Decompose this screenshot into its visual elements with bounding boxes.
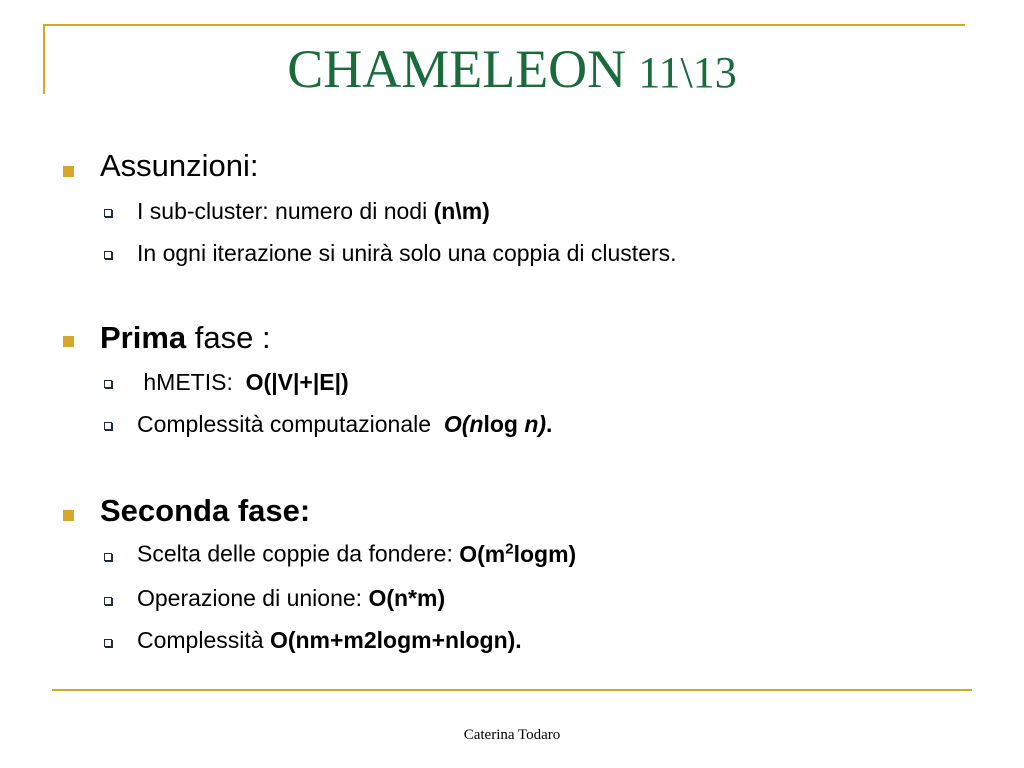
list-item bbox=[137, 627, 522, 654]
list-item bbox=[137, 540, 576, 568]
item-bold-italic: n) bbox=[524, 411, 547, 437]
item-superscript: 2 bbox=[505, 540, 514, 557]
list-item: In ogni iterazione si unirà solo una coppia di clusters. bbox=[137, 240, 677, 266]
sub-bullet-icon bbox=[104, 209, 112, 217]
sub-bullet-icon bbox=[104, 639, 112, 647]
sub-bullet-icon bbox=[104, 597, 112, 605]
list-item bbox=[137, 411, 552, 438]
list-item bbox=[137, 198, 490, 225]
item-text: Scelta delle coppie da fondere: bbox=[137, 540, 460, 567]
list-item bbox=[137, 369, 349, 396]
slide-title-text: CHAMELEON bbox=[287, 39, 627, 99]
item-bold: logm) bbox=[513, 540, 577, 567]
item-text: hMETIS: bbox=[137, 369, 246, 395]
item-bold: (n\m) bbox=[433, 198, 490, 224]
bullet-square-icon bbox=[63, 336, 74, 347]
item-bold: O(|V|+|E|) bbox=[245, 369, 349, 395]
section-heading-assunzioni: Assunzioni: bbox=[100, 148, 259, 183]
sub-bullet-icon bbox=[104, 251, 112, 259]
sub-bullet-icon bbox=[104, 553, 112, 561]
list-item bbox=[137, 585, 445, 612]
item-text: Complessità computazionale bbox=[137, 411, 444, 437]
item-bold: . bbox=[546, 411, 553, 437]
footer-divider bbox=[52, 689, 972, 691]
slide-title-number: 11\13 bbox=[638, 48, 737, 97]
section-heading-seconda-fase bbox=[100, 493, 310, 529]
heading-bold: Seconda fase: bbox=[100, 493, 311, 528]
item-bold-italic: O(n bbox=[443, 411, 484, 437]
heading-rest: fase : bbox=[186, 320, 271, 355]
footer-author: Caterina Todaro bbox=[463, 727, 561, 743]
item-bold: O(m bbox=[459, 540, 506, 567]
item-text: I sub-cluster: numero di nodi bbox=[137, 198, 434, 224]
bullet-square-icon bbox=[63, 166, 74, 177]
sub-bullet-icon bbox=[104, 422, 112, 430]
item-bold: log bbox=[483, 411, 525, 437]
item-text: Complessità bbox=[137, 627, 270, 653]
sub-bullet-icon bbox=[104, 380, 112, 388]
heading-bold: Prima bbox=[100, 320, 187, 355]
section-heading-prima-fase bbox=[100, 320, 271, 356]
item-bold: O(nm+m2logm+nlogn). bbox=[269, 627, 522, 653]
item-bold: O(n*m) bbox=[368, 585, 446, 611]
bullet-square-icon bbox=[63, 510, 74, 521]
item-text: Operazione di unione: bbox=[137, 585, 369, 611]
